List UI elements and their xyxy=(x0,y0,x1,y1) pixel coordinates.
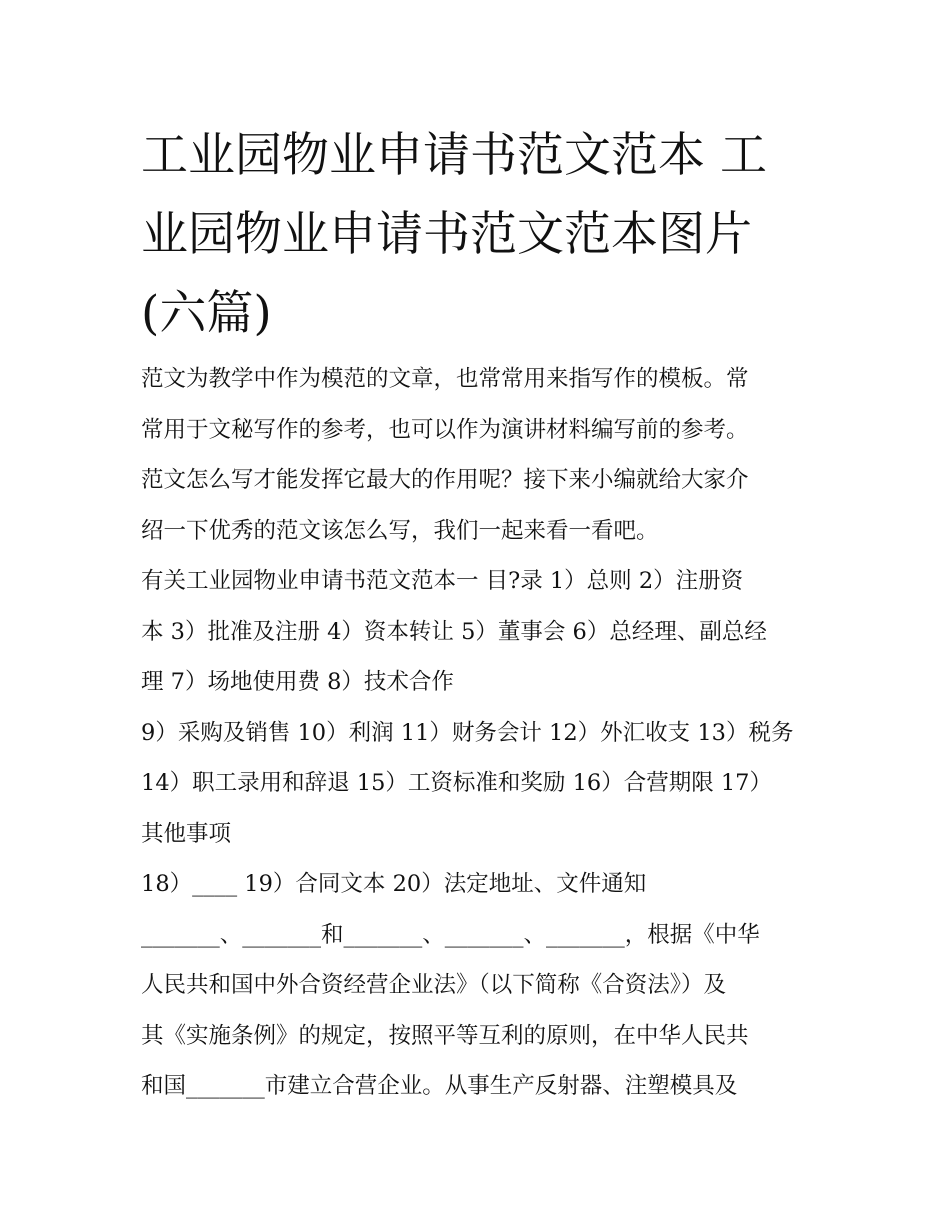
body-line: 绍一下优秀的范文该怎么写，我们一起来看一看吧。 xyxy=(141,517,659,544)
body-line: 本 3）批准及注册 4）资本转让 5）董事会 6）总经理、副总经 xyxy=(141,618,767,645)
body-line: 范文为教学中作为模范的文章，也常常用来指写作的模板。常 xyxy=(141,366,749,392)
body-line: 理 7）场地使用费 8）技术合作 xyxy=(141,669,454,695)
title-line: (六篇) xyxy=(141,286,272,341)
body-line: 范文怎么写才能发挥它最大的作用呢？接下来小编就给大家介 xyxy=(141,467,749,493)
document-body xyxy=(141,354,821,1112)
document-title xyxy=(141,116,821,353)
title-line: 工业园物业申请书范文范本 工 xyxy=(141,128,767,183)
body-line: 9）采购及销售 10）利润 11）财务会计 12）外汇收支 13）税务 xyxy=(141,719,794,746)
body-line: 18）____ 19）合同文本 20）法定地址、文件通知 xyxy=(141,871,647,897)
body-line: 和国_______市建立合营企业。从事生产反射器、注塑模具及 xyxy=(141,1073,738,1099)
body-line: 有关工业园物业申请书范文范本一 目?录 1）总则 2）注册资 xyxy=(141,568,744,594)
body-line: 其他事项 xyxy=(141,820,232,847)
body-line: 常用于文秘写作的参考，也可以作为演讲材料编写前的参考。 xyxy=(141,416,749,443)
title-line: 业园物业申请书范文范本图片 xyxy=(141,207,752,262)
body-line: 14）职工录用和辞退 15）工资标准和奖励 16）合营期限 17） xyxy=(141,770,772,796)
body-line: 其《实施条例》的规定，按照平等互利的原则，在中华人民共 xyxy=(141,1022,749,1049)
body-line: _______、_______和_______、_______、_______，根据《中华 xyxy=(141,921,760,948)
body-line: 人民共和国中外合资经营企业法》（以下简称《合资法》）及 xyxy=(141,972,727,998)
